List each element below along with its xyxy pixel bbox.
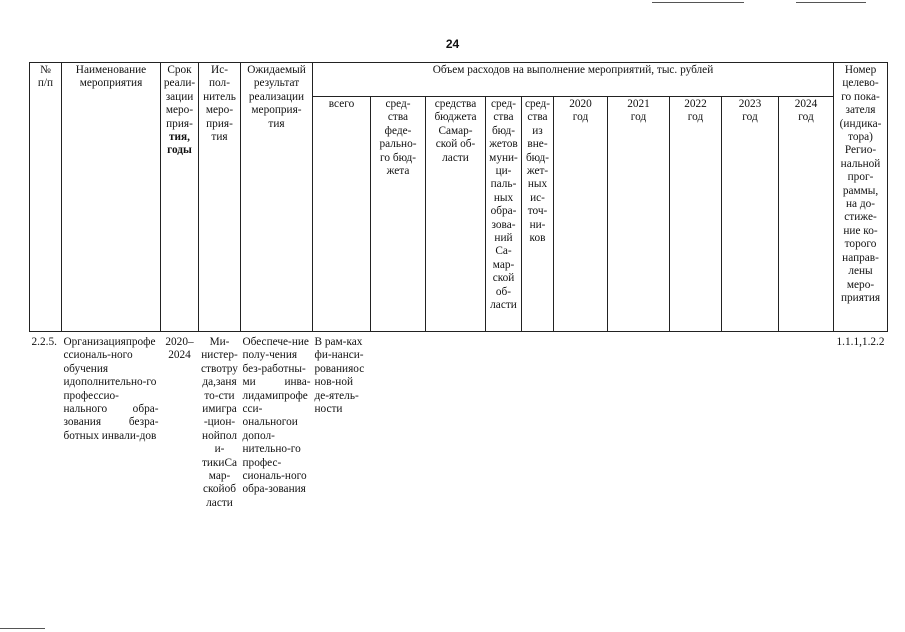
text-line: Самар- (438, 124, 473, 137)
scan-mark-bottom (0, 628, 45, 629)
text-line: сред- (524, 98, 551, 110)
text-line: ний (494, 232, 513, 245)
text-line: годы (167, 144, 192, 157)
text-line: год (742, 111, 758, 124)
text-line: тора) (848, 131, 873, 144)
row-term (161, 332, 199, 538)
text-line: ного обра- (242, 470, 307, 496)
text-line: тия, (169, 131, 190, 144)
header-extrabudget (522, 97, 554, 332)
text-line: меро- (846, 278, 875, 291)
text-line: го профес- (242, 443, 301, 469)
text-line: год (798, 111, 814, 124)
text-line: сред- (385, 98, 411, 110)
row-empty-regional (426, 332, 486, 538)
row-empty-2020 (554, 332, 608, 538)
header-indicator (834, 63, 888, 332)
text-line: ми инва- (242, 376, 311, 389)
text-line: пол- (209, 77, 230, 90)
row-empty-municipal (486, 332, 522, 538)
text-line: го пока- (841, 90, 880, 103)
text-line: работны- (261, 362, 306, 375)
row-empty-2024 (779, 332, 834, 538)
text-line: Организация (63, 336, 126, 348)
text-line: вне- (527, 138, 548, 151)
text-line: ности (314, 403, 343, 416)
text-line: профессиональ- (63, 336, 156, 362)
text-line: лидами (242, 389, 279, 402)
text-line: и допол- (242, 416, 298, 442)
text-line: прог- (847, 171, 874, 184)
row-funding (313, 332, 371, 538)
text-line: мероприя- (251, 104, 302, 117)
text-line: ках фи- (314, 336, 363, 362)
text-line: бюд- (525, 151, 550, 164)
text-line: об- (495, 285, 512, 298)
header-municipal (486, 97, 522, 332)
text-line: – (187, 336, 194, 348)
text-line: области (206, 483, 237, 509)
text-line: Обеспече- (242, 336, 292, 348)
scan-mark-top-2 (796, 2, 866, 3)
text-line: нальной (840, 157, 881, 170)
row-result (241, 332, 313, 538)
text-line: ласти (490, 299, 517, 312)
text-line: на до- (845, 198, 876, 211)
text-line: реализации (248, 90, 305, 103)
text-line: 2022 (684, 98, 707, 110)
text-line: сти и (202, 389, 235, 416)
text-line: 2021 (627, 98, 650, 110)
text-line: Ми- (209, 336, 230, 348)
text-line: нального обра- (63, 403, 159, 416)
text-line: меро- (205, 104, 234, 117)
text-line: 1.1.1, (836, 336, 862, 348)
text-line: прия- (166, 117, 193, 130)
row-empty-extrabudget (522, 332, 554, 538)
text-line: приятия (840, 291, 881, 304)
text-line: цион- (207, 416, 236, 429)
text-line: бюджета (434, 111, 477, 124)
text-line: ного обучения и (63, 349, 133, 389)
text-line: ци- (495, 165, 512, 178)
text-line: ных (493, 191, 514, 204)
header-year-2023 (722, 97, 779, 332)
text-line: 2024 (168, 349, 191, 362)
text-line: Срок (167, 64, 192, 76)
row-name (62, 332, 161, 538)
text-line: основ- (314, 362, 365, 389)
text-line: Са- (495, 245, 512, 258)
header-total (313, 97, 371, 332)
header-year-2021 (608, 97, 670, 332)
text-line: торого (844, 238, 877, 251)
row-executor (199, 332, 241, 538)
text-line: ства (493, 111, 514, 124)
table-row (30, 332, 888, 538)
text-line: зации (165, 90, 194, 103)
text-line: 1.2.2 (861, 336, 885, 348)
page-number: 24 (445, 37, 460, 51)
header-regional (426, 97, 486, 332)
row-num: 2.2.5. (31, 336, 57, 348)
text-line: бюд- (491, 124, 516, 137)
text-line: занято- (204, 376, 237, 402)
text-line: Ожидаемый (247, 64, 306, 76)
text-line: п/п (37, 77, 54, 90)
header-result (241, 63, 313, 332)
row-indicator (834, 332, 888, 538)
text-line: прия- (206, 117, 233, 130)
text-line: ство (201, 362, 222, 375)
text-line: стиже- (844, 211, 877, 224)
text-line: рования (314, 362, 354, 375)
text-line: тики (201, 456, 225, 469)
header-expenses-group: Объем расходов на выполнение мероприятий, тыс. рублей (313, 63, 834, 97)
text-line: реали- (163, 77, 196, 90)
header-year-2022 (670, 97, 722, 332)
text-line: меро- (165, 104, 194, 117)
header-term (161, 63, 199, 332)
header-year-2020 (554, 97, 608, 332)
text-line: тия (268, 117, 285, 130)
text-line: муни- (489, 151, 518, 164)
text-line: 2020 (165, 336, 188, 348)
text-line: нистер- (201, 349, 238, 362)
text-line: сред- (490, 98, 517, 110)
text-line: год (687, 111, 704, 124)
text-line: чения без- (242, 349, 298, 375)
text-line: ной (202, 429, 220, 442)
text-line: паль- (490, 178, 517, 191)
text-line: труда, (202, 362, 238, 389)
text-line: лены (848, 265, 873, 278)
text-line: целево- (842, 77, 879, 90)
text-line: мигра- (203, 403, 237, 429)
text-line: тия (211, 131, 228, 144)
text-line: ни- (529, 218, 546, 231)
text-line: ис- (530, 191, 545, 204)
text-line: (индика- (839, 117, 882, 130)
text-line: 2023 (738, 98, 762, 110)
text-line: результат (253, 77, 300, 90)
text-line: феде- (384, 124, 412, 137)
text-line: ботных инвали- (63, 429, 140, 442)
text-line: жета (386, 165, 410, 178)
scan-mark-top-1 (652, 2, 744, 3)
text-line: ласти (442, 151, 469, 164)
text-line: Ис- (211, 64, 228, 76)
text-line: раммы, (842, 184, 879, 197)
text-line: средства (434, 98, 477, 110)
text-line: зования (268, 483, 306, 496)
text-line: зования безра- (63, 416, 159, 429)
text-line: нитель (203, 90, 236, 103)
text-line: В рам- (314, 336, 347, 348)
text-line: жетов (489, 138, 518, 151)
text-line: нительно- (242, 443, 291, 456)
text-line: мероприятия (79, 77, 143, 90)
text-line: год (630, 111, 647, 124)
text-line: № (40, 64, 51, 76)
text-line: дов (139, 429, 157, 442)
text-line: 2024 (794, 98, 818, 110)
header-executor (199, 63, 241, 332)
text-line: зателя (845, 104, 876, 117)
text-line: ных (527, 178, 548, 191)
text-line: ятель- (329, 389, 359, 402)
expenses-table (29, 62, 888, 537)
text-line: сиональ- (242, 470, 285, 483)
text-line: нанси- (331, 349, 364, 362)
text-line: зова- (491, 218, 516, 231)
text-line: Самар- (208, 456, 238, 483)
text-line: ской об- (435, 138, 476, 151)
row-empty-2021 (608, 332, 670, 538)
text-line: направ- (842, 251, 879, 264)
text-line: год (572, 111, 589, 124)
text-line: ской (202, 483, 225, 496)
text-line: професси- (242, 389, 308, 416)
text-line: ной де- (314, 376, 354, 402)
text-line: Регио- (844, 144, 877, 157)
text-line: го бюд- (380, 151, 416, 164)
text-line: го профессио- (63, 376, 157, 402)
text-line: ской (492, 272, 515, 285)
text-line: ства (387, 111, 409, 124)
text-line: Наименование (75, 64, 147, 76)
header-federal (371, 97, 426, 332)
row-empty-2022 (670, 332, 722, 538)
text-line: обра- (490, 205, 517, 218)
text-line: ства (527, 111, 548, 124)
text-line: 2020 (569, 98, 592, 110)
header-year-2024 (779, 97, 834, 332)
text-line: мар- (492, 258, 515, 271)
text-line: Номер (844, 64, 877, 76)
text-line: ков (529, 232, 546, 245)
text-line: дополнительно- (69, 376, 147, 389)
header-num (30, 63, 62, 332)
text-line: поли- (214, 429, 237, 456)
text-line: ние ко- (843, 224, 878, 237)
row-empty-2023 (722, 332, 779, 538)
text-line: ние полу- (242, 336, 309, 362)
text-line: рально- (379, 138, 417, 151)
text-line: точ- (527, 205, 548, 218)
row-empty-federal (371, 332, 426, 538)
text-line: всего (328, 98, 355, 110)
text-line: жет- (526, 165, 549, 178)
header-name (62, 63, 161, 332)
text-line: онального (242, 416, 292, 429)
text-line: из (532, 124, 543, 137)
